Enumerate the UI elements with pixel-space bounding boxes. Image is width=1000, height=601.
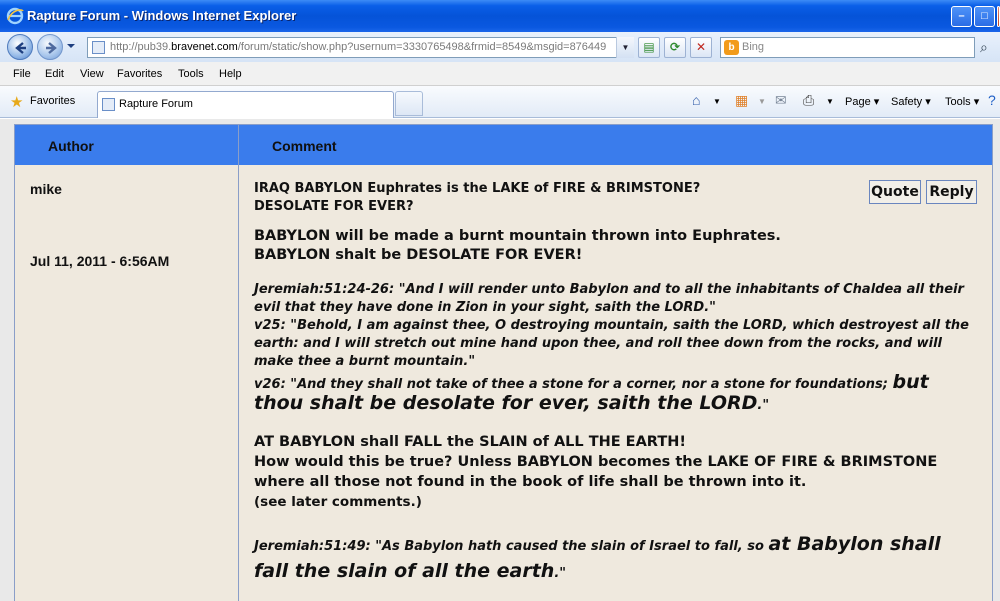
- url-path: /forum/static/show.php?usernum=3330765498&frmid=8549&msgid=876449: [237, 41, 607, 53]
- scripture-verse: Jeremiah:51:24-26: "And I will render unto Babylon and to all the inhabitants of Chaldea all their evil that they have done in Zion in your sight, saith the LORD.": [254, 282, 964, 315]
- verse-text: Jeremiah:51:49: "As Babylon hath caused the slain of Israel to fall, so: [254, 539, 769, 554]
- refresh-button[interactable]: ⟳: [664, 37, 686, 58]
- back-arrow-icon: [13, 40, 29, 56]
- column-divider: [238, 125, 239, 601]
- url-host: bravenet.com: [171, 41, 238, 53]
- print-dropdown-icon[interactable]: ▼: [826, 97, 834, 106]
- favorites-bar: [0, 86, 1000, 118]
- menu-favorites[interactable]: Favorites: [117, 68, 163, 80]
- page-menu-button[interactable]: Page ▾: [845, 96, 880, 108]
- scripture-quote-jeremiah-51-24: [254, 281, 979, 415]
- tab-label: Rapture Forum: [119, 98, 193, 110]
- search-field[interactable]: [720, 37, 975, 58]
- quote-button[interactable]: Quote: [869, 180, 921, 204]
- paragraph-babylon: [254, 227, 979, 265]
- search-placeholder: Bing: [742, 41, 765, 53]
- reply-button[interactable]: Reply: [926, 180, 977, 204]
- compatibility-view-button[interactable]: ▤: [638, 37, 660, 58]
- tab-rapture-forum[interactable]: [97, 91, 394, 118]
- address-field[interactable]: [87, 37, 634, 58]
- scripture-verse: v25: "Behold, I am against thee, O destroying mountain, saith the LORD, which destroyest all the earth: and I will stretch out mine hand upon thee, and roll thee down from the rocks, and will make thee a burnt mountain.": [254, 318, 969, 369]
- menu-edit[interactable]: Edit: [45, 68, 64, 80]
- menu-tools[interactable]: Tools: [178, 68, 204, 80]
- verse-emphasis: at Babylon shall fall the slain of all the earth: [254, 533, 941, 582]
- window-title: Rapture Forum - Windows Internet Explorer: [27, 8, 297, 23]
- stop-button[interactable]: ✕: [690, 37, 712, 58]
- verse-emphasis: but thou shalt be desolate for ever, saith the LORD: [254, 371, 929, 414]
- bing-icon: b: [724, 40, 739, 55]
- post-body: [254, 180, 979, 586]
- search-icon[interactable]: ⌕: [980, 39, 988, 55]
- home-icon[interactable]: ⌂: [692, 92, 701, 108]
- scripture-verse-26: [254, 373, 979, 415]
- menu-bar: [0, 62, 1000, 86]
- window-titlebar: [0, 0, 1000, 32]
- page-viewport: [0, 119, 1000, 601]
- verse-text: v26: "And they shall not take of thee a stone for a corner, nor a stone for foundations;: [254, 377, 893, 392]
- recent-pages-dropdown-icon[interactable]: [66, 41, 76, 51]
- subject-line-2: DESOLATE FOR EVER?: [254, 199, 414, 214]
- paragraph-line: AT BABYLON shall FALL the SLAIN of ALL THE EARTH!: [254, 434, 686, 450]
- paragraph-line: BABYLON will be made a burnt mountain thrown into Euphrates.: [254, 228, 781, 244]
- menu-view[interactable]: View: [80, 68, 104, 80]
- new-tab-button[interactable]: [395, 91, 423, 116]
- internet-explorer-icon: [6, 7, 24, 25]
- table-header: [15, 125, 992, 165]
- tools-menu-button[interactable]: Tools ▾: [945, 96, 980, 108]
- maximize-button[interactable]: □: [974, 6, 995, 27]
- url-prefix: http://pub39.: [110, 41, 172, 53]
- tab-favicon-icon: [102, 98, 115, 111]
- home-dropdown-icon[interactable]: ▼: [713, 97, 721, 106]
- post-author: mike: [30, 181, 62, 197]
- forum-post-table: [14, 124, 993, 601]
- feeds-dropdown-icon[interactable]: ▼: [758, 97, 766, 106]
- post-date: Jul 11, 2011 - 6:56AM: [30, 253, 170, 269]
- address-dropdown-button[interactable]: ▼: [616, 37, 634, 58]
- help-icon[interactable]: ?: [988, 92, 996, 108]
- favorites-star-icon[interactable]: ★: [10, 94, 24, 111]
- menu-file[interactable]: File: [13, 68, 31, 80]
- paragraph-line: How would this be true? Unless BABYLON becomes the LAKE OF FIRE & BRIMSTONE where all those not found in the book of life shall be thrown into it.: [254, 454, 938, 490]
- address-toolbar: [0, 32, 1000, 62]
- forward-button[interactable]: [37, 34, 63, 60]
- feeds-icon[interactable]: ▦: [735, 92, 749, 108]
- back-button[interactable]: [7, 34, 33, 60]
- favorites-button[interactable]: Favorites: [30, 95, 76, 107]
- minimize-button[interactable]: –: [951, 6, 972, 27]
- paragraph-slain: [254, 432, 979, 512]
- safety-menu-button[interactable]: Safety ▾: [891, 96, 931, 108]
- scripture-quote-jeremiah-51-49: [254, 532, 979, 586]
- read-mail-icon[interactable]: ✉: [775, 92, 787, 108]
- subject-line-1: IRAQ BABYLON Euphrates is the LAKE of FIRE & BRIMSTONE?: [254, 181, 701, 196]
- verse-text: .": [554, 566, 567, 581]
- author-column-header: Author: [48, 138, 94, 154]
- menu-help[interactable]: Help: [219, 68, 242, 80]
- forward-arrow-icon: [43, 40, 59, 56]
- page-favicon-icon: [92, 41, 105, 54]
- verse-text: .": [757, 398, 770, 413]
- paragraph-line: (see later comments.): [254, 494, 422, 510]
- paragraph-line: BABYLON shalt be DESOLATE FOR EVER!: [254, 247, 583, 263]
- comment-column-header: Comment: [272, 138, 337, 154]
- print-icon[interactable]: ⎙: [803, 92, 815, 108]
